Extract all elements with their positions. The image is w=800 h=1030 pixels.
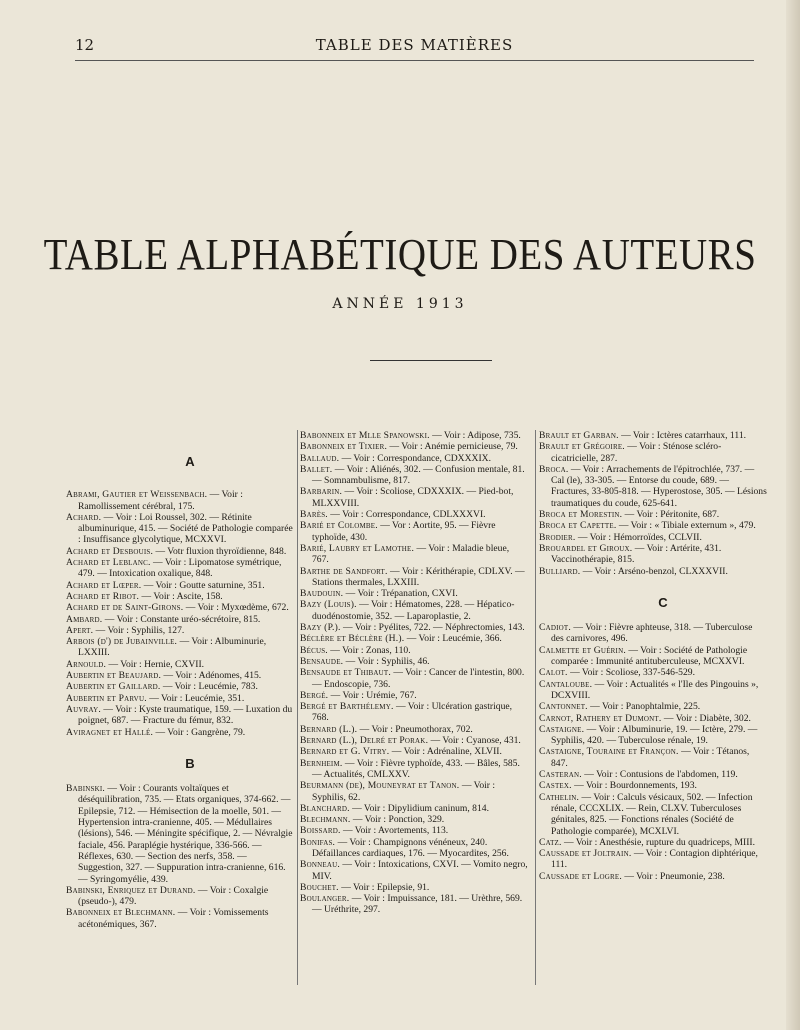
index-entry <box>66 580 294 591</box>
index-entry <box>300 543 528 566</box>
entry-references: — Voir : Vomissements acétonémiques, 367. <box>78 907 269 930</box>
author-name: Bernard et G. Vitry. <box>300 746 390 758</box>
entry-references: — Voir : Syphilis, 62. <box>312 780 496 803</box>
entry-references: — Voir : Arséno-benzol, CLXXXVII. <box>580 565 728 577</box>
author-name: Bernard (L.). <box>300 723 358 735</box>
page-subtitle: ANNÉE 1913 <box>332 296 468 312</box>
index-entry <box>66 614 294 625</box>
index-entry <box>539 622 767 645</box>
author-name: Brault et Grégoire. <box>539 441 625 453</box>
entry-references: — Voir : Aliénés, 302. — Confusion mentale, 81. — Somnambulisme, 817. <box>312 463 525 487</box>
author-name: Babonneix et Tixier. <box>300 441 388 453</box>
author-name: Broca. <box>539 463 569 475</box>
author-name: Aviragnet et Hallé. <box>66 726 154 738</box>
index-entry <box>300 690 528 701</box>
index-column-1 <box>66 432 294 930</box>
entry-references: — Voir : « Tibiale externum », 479. <box>616 520 756 532</box>
index-entry <box>539 441 767 464</box>
entry-references: — Voir : Lipomatose symétrique, 479. — Intoxication oxalique, 848. <box>78 557 282 580</box>
index-entry <box>300 724 528 735</box>
entry-references: — Voir : Zonas, 110. <box>327 644 411 656</box>
index-entry <box>300 735 528 746</box>
entry-references: — Voir : Urémie, 767. <box>328 689 417 701</box>
index-entry <box>539 543 767 566</box>
entry-references: — Voir : Pyélites, 722. — Néphrectomies, 143. <box>340 622 525 634</box>
entry-references: — Voir : Goutte saturnine, 351. <box>141 579 265 591</box>
index-entry <box>300 622 528 633</box>
author-name: Broca et Capette. <box>539 520 617 532</box>
author-name: Caussade et Joltrain. <box>539 848 632 860</box>
entry-references: — Voir : Myxœdème, 672. <box>183 602 289 614</box>
index-entry <box>539 848 767 871</box>
header-rule <box>75 60 754 61</box>
entry-references: — Voir : Panophtalmie, 225. <box>587 701 701 713</box>
author-name: Bergé et Barthélemy. <box>300 701 394 713</box>
index-entry <box>66 681 294 692</box>
entry-references: — Voir : Intoxications, CXVI. — Vomito negro, MIV. <box>312 859 528 882</box>
author-name: Brouardel et Giroux. <box>539 542 633 554</box>
index-entry <box>300 859 528 882</box>
entry-references: — Voir : Adipose, 735. <box>429 430 521 441</box>
index-entry <box>66 489 294 512</box>
entry-references: — Voir : Ponction, 329. <box>350 814 445 826</box>
index-entry <box>300 464 528 487</box>
index-entry <box>300 453 528 464</box>
index-entry <box>539 566 767 577</box>
author-name: Ambard. <box>66 613 103 625</box>
index-entry <box>539 780 767 791</box>
author-name: Broca et Morestin. <box>539 509 623 521</box>
index-entry <box>300 633 528 644</box>
entry-references: — Voir : Avortements, 113. <box>340 825 449 837</box>
index-entry <box>539 769 767 780</box>
author-name: Castex. <box>539 780 572 792</box>
author-name: Bergé. <box>300 689 329 701</box>
author-name: Achard et Lœper. <box>66 579 142 591</box>
entry-references: — Voir : Pneumonie, 238. <box>621 870 725 882</box>
author-name: Arnould. <box>66 658 107 670</box>
entry-references: — Voir : Leucémie, 783. <box>160 681 258 693</box>
entry-references: — Voir : Albuminurie, 19. — Ictère, 279. — Syphilis, 420. — Tuberculose rénale, 19. <box>551 723 758 747</box>
index-entry <box>539 837 767 848</box>
author-name: Aubertin et Beaujard. <box>66 670 162 682</box>
entry-references: — Voir : Scoliose, CDXXXIX. — Pied-bot, MLXXVIII. <box>312 486 514 509</box>
running-head <box>75 36 754 56</box>
index-entry <box>300 667 528 690</box>
author-name: Babonneix et Mlle Spanowski. <box>300 430 430 441</box>
author-name: Achard et Desbouis. <box>66 545 154 557</box>
entry-references: — Voir : Kérithérapie, CDLXV. — Stations thermales, LXXIII. <box>312 565 525 588</box>
author-name: Catz. <box>539 836 562 848</box>
entry-references: — Voir : Impuissance, 181. — Urèthre, 569. — Uréthrite, 297. <box>312 893 523 916</box>
index-entry <box>66 659 294 670</box>
entry-references: — Voir : Courants voltaïques et déséquilibration, 735. — Etats organiques, 374-662. — Epilepsie, 712. — Hémisection de la moelle, 501. — Hypertension intra-cranienne, 405. — Médullaires (lésions), 546. — Méningite spécifique, 2. — Névralgie faciale, 456. Paraplégie hystérique, 336-566. — Réflexes, 630. — Section des nerfs, 358. — Suggestion, 327. — Suppuration intra-cranienne, 616. — Syringomyélie, 439. <box>78 783 293 885</box>
index-entry <box>300 893 528 916</box>
index-entry <box>539 667 767 678</box>
author-name: Brodier. <box>539 531 576 543</box>
index-entry <box>300 701 528 724</box>
entry-references: — Voir : Correspondance, CDLXXXVI. <box>327 509 486 521</box>
column-divider <box>297 430 298 985</box>
entry-references: — Voir : Epilepsie, 91. <box>338 881 430 893</box>
entry-references: — Voir : Tétanos, 847. <box>551 746 750 769</box>
index-column-2 <box>300 430 528 916</box>
entry-references: — Voir : Fièvre aphteuse, 318. — Tuberculose des carnivores, 496. <box>551 622 753 645</box>
author-name: Achard. <box>66 511 102 523</box>
author-name: Babinski. <box>66 783 105 795</box>
index-entry <box>539 724 767 747</box>
author-name: Bonneau. <box>300 859 340 871</box>
section-letter: B <box>185 755 195 771</box>
entry-references: — Voir : Albuminurie, LXXIII. <box>78 636 267 659</box>
entry-references: — Voir : Anémie pernicieuse, 79. <box>387 441 518 453</box>
index-entry <box>66 885 294 908</box>
author-name: Bensaude et Thibaut. <box>300 667 391 679</box>
section-letter: C <box>658 594 668 610</box>
index-entry <box>300 430 528 441</box>
entry-references: — Voir : Contusions de l'abdomen, 119. <box>581 769 738 781</box>
author-name: Apert. <box>66 624 94 636</box>
author-name: Achard et de Saint-Girons. <box>66 602 184 614</box>
author-name: Barié et Colombe. <box>300 520 378 532</box>
index-entry <box>300 656 528 667</box>
entry-references: — Voir : Adénomes, 415. <box>161 670 262 682</box>
index-column-3 <box>539 430 767 882</box>
entry-references: — Voir : Société de Pathologie comparée : Immunité antituberculeuse, MCXXVI. <box>551 644 748 668</box>
author-name: Bensaude. <box>300 655 344 667</box>
index-entry <box>300 825 528 836</box>
title-rule <box>370 360 492 361</box>
author-name: Barbarin. <box>300 486 343 498</box>
index-entry <box>300 803 528 814</box>
index-entry <box>300 509 528 520</box>
entry-references: — Voir : Coxalgie (pseudo-), 479. <box>78 884 269 908</box>
author-name: Barthe de Sandfort. <box>300 565 388 577</box>
entry-references: — Voir : Contagion diphtérique, 111. <box>551 848 758 871</box>
entry-references: — Voir : Maladie bleue, 767. <box>312 542 510 566</box>
author-name: Boulanger. <box>300 893 350 905</box>
index-entry <box>66 783 294 885</box>
entry-references: — Voir : Péritonite, 687. <box>622 509 720 521</box>
author-name: Babinski, Enriquez et Durand. <box>66 884 196 896</box>
entry-references: — Voir : Hernie, CXVII. <box>106 658 205 670</box>
entry-references: — Voir : Leucémie, 351. <box>146 692 245 704</box>
entry-references: — Voir : Gangrène, 79. <box>153 726 246 738</box>
index-entry <box>300 441 528 452</box>
index-entry <box>539 679 767 702</box>
author-name: Achard et Leblanc. <box>66 557 151 569</box>
author-name: Bouchet. <box>300 881 339 893</box>
entry-references: — Voir : Syphilis, 46. <box>343 655 430 667</box>
author-name: Barès. <box>300 509 328 521</box>
author-name: Béclère et Béclère (H.). <box>300 633 405 645</box>
index-entry <box>539 520 767 531</box>
author-name: Castaigne, Touraine et Françon. <box>539 746 679 758</box>
author-name: Ballet. <box>300 463 333 475</box>
author-name: Ballaud. <box>300 452 340 464</box>
author-name: Boissard. <box>300 825 341 837</box>
entry-references: — Voir : Artérite, 431. Vaccinothérapie, 815. <box>551 542 722 566</box>
author-name: Calmette et Guérin. <box>539 644 626 656</box>
entry-references: — Voir : Leucémie, 366. <box>404 633 502 645</box>
index-entry <box>300 599 528 622</box>
author-name: Cadiot. <box>539 622 571 634</box>
index-entry <box>66 512 294 546</box>
entry-references: — Voir : Sténose scléro-cicatricielle, 287. <box>551 441 722 464</box>
index-entry <box>66 557 294 580</box>
author-name: Abrami, Gautier et Weissenbach. <box>66 489 208 501</box>
column-divider <box>535 430 536 985</box>
index-entry <box>66 602 294 613</box>
entry-references: — Voir : Loi Roussel, 302. — Rétinite albuminurique, 415. — Société de Pathologie comparée : Insuffisance glycolytique, MCXXVI. <box>78 511 293 546</box>
author-name: Caussade et Logre. <box>539 870 622 882</box>
index-entry <box>539 430 767 441</box>
entry-references: — Voir : Kyste traumatique, 159. — Luxation du poignet, 687. — Fracture du fémur, 832. <box>78 703 293 727</box>
entry-references: — Vor : Aortite, 95. — Fièvre typhoïde, 430. <box>312 520 496 543</box>
entry-references: — Voir : Calculs vésicaux, 502. — Infection rénale, CCCXLIX. — Rein, CLXV. Tuberculoses génitales, 825. — Fonctions rénales (Société de Pathologie comparée), MCXLVI. <box>551 791 753 837</box>
author-name: Bulliard. <box>539 565 581 577</box>
index-entry <box>66 727 294 738</box>
author-name: Cantonnet. <box>539 701 588 713</box>
entry-references: — Voir : Dipylidium caninum, 814. <box>349 802 489 814</box>
index-entry <box>539 713 767 724</box>
author-name: Bazy (Louis). <box>300 599 357 611</box>
index-entry <box>66 907 294 930</box>
index-entry <box>66 546 294 557</box>
page-gutter-shadow <box>786 0 800 1030</box>
author-name: Bécus. <box>300 644 328 656</box>
entry-references: — Voir : Ascite, 158. <box>139 590 223 602</box>
index-entry <box>300 746 528 757</box>
author-name: Beurmann (de), Mouneyrat et Tanon. <box>300 780 460 792</box>
index-entry <box>66 704 294 727</box>
section-letter: A <box>185 454 195 469</box>
author-name: Achard et Ribot. <box>66 590 140 602</box>
entry-references: — Voir : Hémorroïdes, CCLVII. <box>575 531 702 543</box>
entry-references: — Voir : Constante uréo-sécrétoire, 815. <box>102 613 261 625</box>
author-name: Barié, Laubry et Lamothe. <box>300 542 415 554</box>
author-name: Bonifas. <box>300 836 336 848</box>
entry-references: — Voir : Scoliose, 337-546-529. <box>567 667 695 679</box>
entry-references: — Voir : Hématomes, 228. — Hépatico-duodénostomie, 352. — Laparoplastie, 2. <box>312 599 515 622</box>
index-entry <box>300 882 528 893</box>
author-name: Auvray. <box>66 703 101 715</box>
author-name: Blanchard. <box>300 802 350 814</box>
index-entry <box>539 871 767 882</box>
index-entry <box>66 591 294 602</box>
index-entry <box>300 814 528 825</box>
entry-references: — Voir : Ramollissement cérébral, 175. <box>78 489 243 512</box>
index-entry <box>300 566 528 589</box>
index-entry <box>300 645 528 656</box>
index-entry <box>539 532 767 543</box>
author-name: Aubertin et Gaillard. <box>66 681 161 693</box>
entry-references: — Voir : Arrachements de l'épitrochlée, 737. — Cal (le), 33-305. — Entorse du coude, 689. — Fractures, 33-805-818. — Hyperostose, 305. — Lésions traumatiques du coude, 625-641. <box>551 463 767 509</box>
index-entry <box>539 509 767 520</box>
entry-references: — Voir : Pneumothorax, 702. <box>357 723 473 735</box>
author-name: Aubertin et Parvu. <box>66 692 147 704</box>
index-entry <box>539 645 767 668</box>
index-entry <box>539 746 767 769</box>
author-name: Cathelin. <box>539 791 580 803</box>
page-number: 12 <box>75 36 95 54</box>
index-entry <box>300 520 528 543</box>
running-title: TABLE DES MATIÈRES <box>315 36 514 54</box>
entry-references: — Voir : Ulcération gastrique, 768. <box>312 701 513 724</box>
author-name: Calot. <box>539 667 568 679</box>
author-name: Bernard (L.), Delré et Porak. <box>300 735 429 747</box>
index-entry <box>300 758 528 781</box>
index-entry <box>300 588 528 599</box>
index-entry <box>66 625 294 636</box>
author-name: Babonneix et Blechmann. <box>66 907 176 919</box>
index-entry <box>539 701 767 712</box>
author-name: Carnot, Rathery et Dumont. <box>539 712 662 724</box>
index-entry <box>300 780 528 803</box>
entry-references: — Voir : Actualités « l'Ile des Pingouins », DCXVIII. <box>551 678 759 701</box>
index-entry <box>300 837 528 860</box>
index-entry <box>539 464 767 509</box>
entry-references: — Voir : Bourdonnements, 193. <box>571 780 697 792</box>
author-name: Castaigne. <box>539 723 585 735</box>
entry-references: — Voir : Adrénaline, XLVII. <box>389 746 502 758</box>
entry-references: — Voir : Cancer de l'intestin, 800. — Endoscopie, 736. <box>312 667 525 690</box>
entry-references: — Voir : Syphilis, 127. <box>93 624 185 636</box>
index-entry <box>300 486 528 509</box>
index-entry <box>66 693 294 704</box>
index-entry <box>539 792 767 837</box>
entry-references: — Voir : Fièvre typhoïde, 433. — Bâles, 585. — Actualités, CMLXXV. <box>312 757 520 780</box>
index-entry <box>66 636 294 659</box>
author-name: Bernheim. <box>300 757 343 769</box>
author-name: Casteran. <box>539 769 582 781</box>
entry-references: — Voir : Cyanose, 431. <box>428 735 521 747</box>
entry-references: — Voir : Correspondance, CDXXXIX. <box>339 452 491 464</box>
entry-references: — Voir : Anesthésie, rupture du quadriceps, MIII. <box>561 836 755 848</box>
author-name: Brault et Garban. <box>539 430 619 441</box>
entry-references: — Voir : Ictères catarrhaux, 111. <box>618 430 747 441</box>
entry-references: — Votr fluxion thyroïdienne, 848. <box>153 545 287 557</box>
entry-references: — Voir : Trépanation, CXVI. <box>343 588 458 600</box>
author-name: Baudouin. <box>300 588 344 600</box>
author-name: Bazy (P.). <box>300 622 341 634</box>
entry-references: — Voir : Diabète, 302. <box>661 712 751 724</box>
index-entry <box>66 670 294 681</box>
author-name: Arbois (d') de Jubainville. <box>66 636 178 648</box>
author-name: Cantaloube. <box>539 678 593 690</box>
page-title: TABLE ALPHABÉTIQUE DES AUTEURS <box>43 229 757 280</box>
author-name: Blechmann. <box>300 814 351 826</box>
entry-references: — Voir : Champignons vénéneux, 240. Défaillances cardiaques, 176. — Myocardites, 256. <box>312 836 509 859</box>
